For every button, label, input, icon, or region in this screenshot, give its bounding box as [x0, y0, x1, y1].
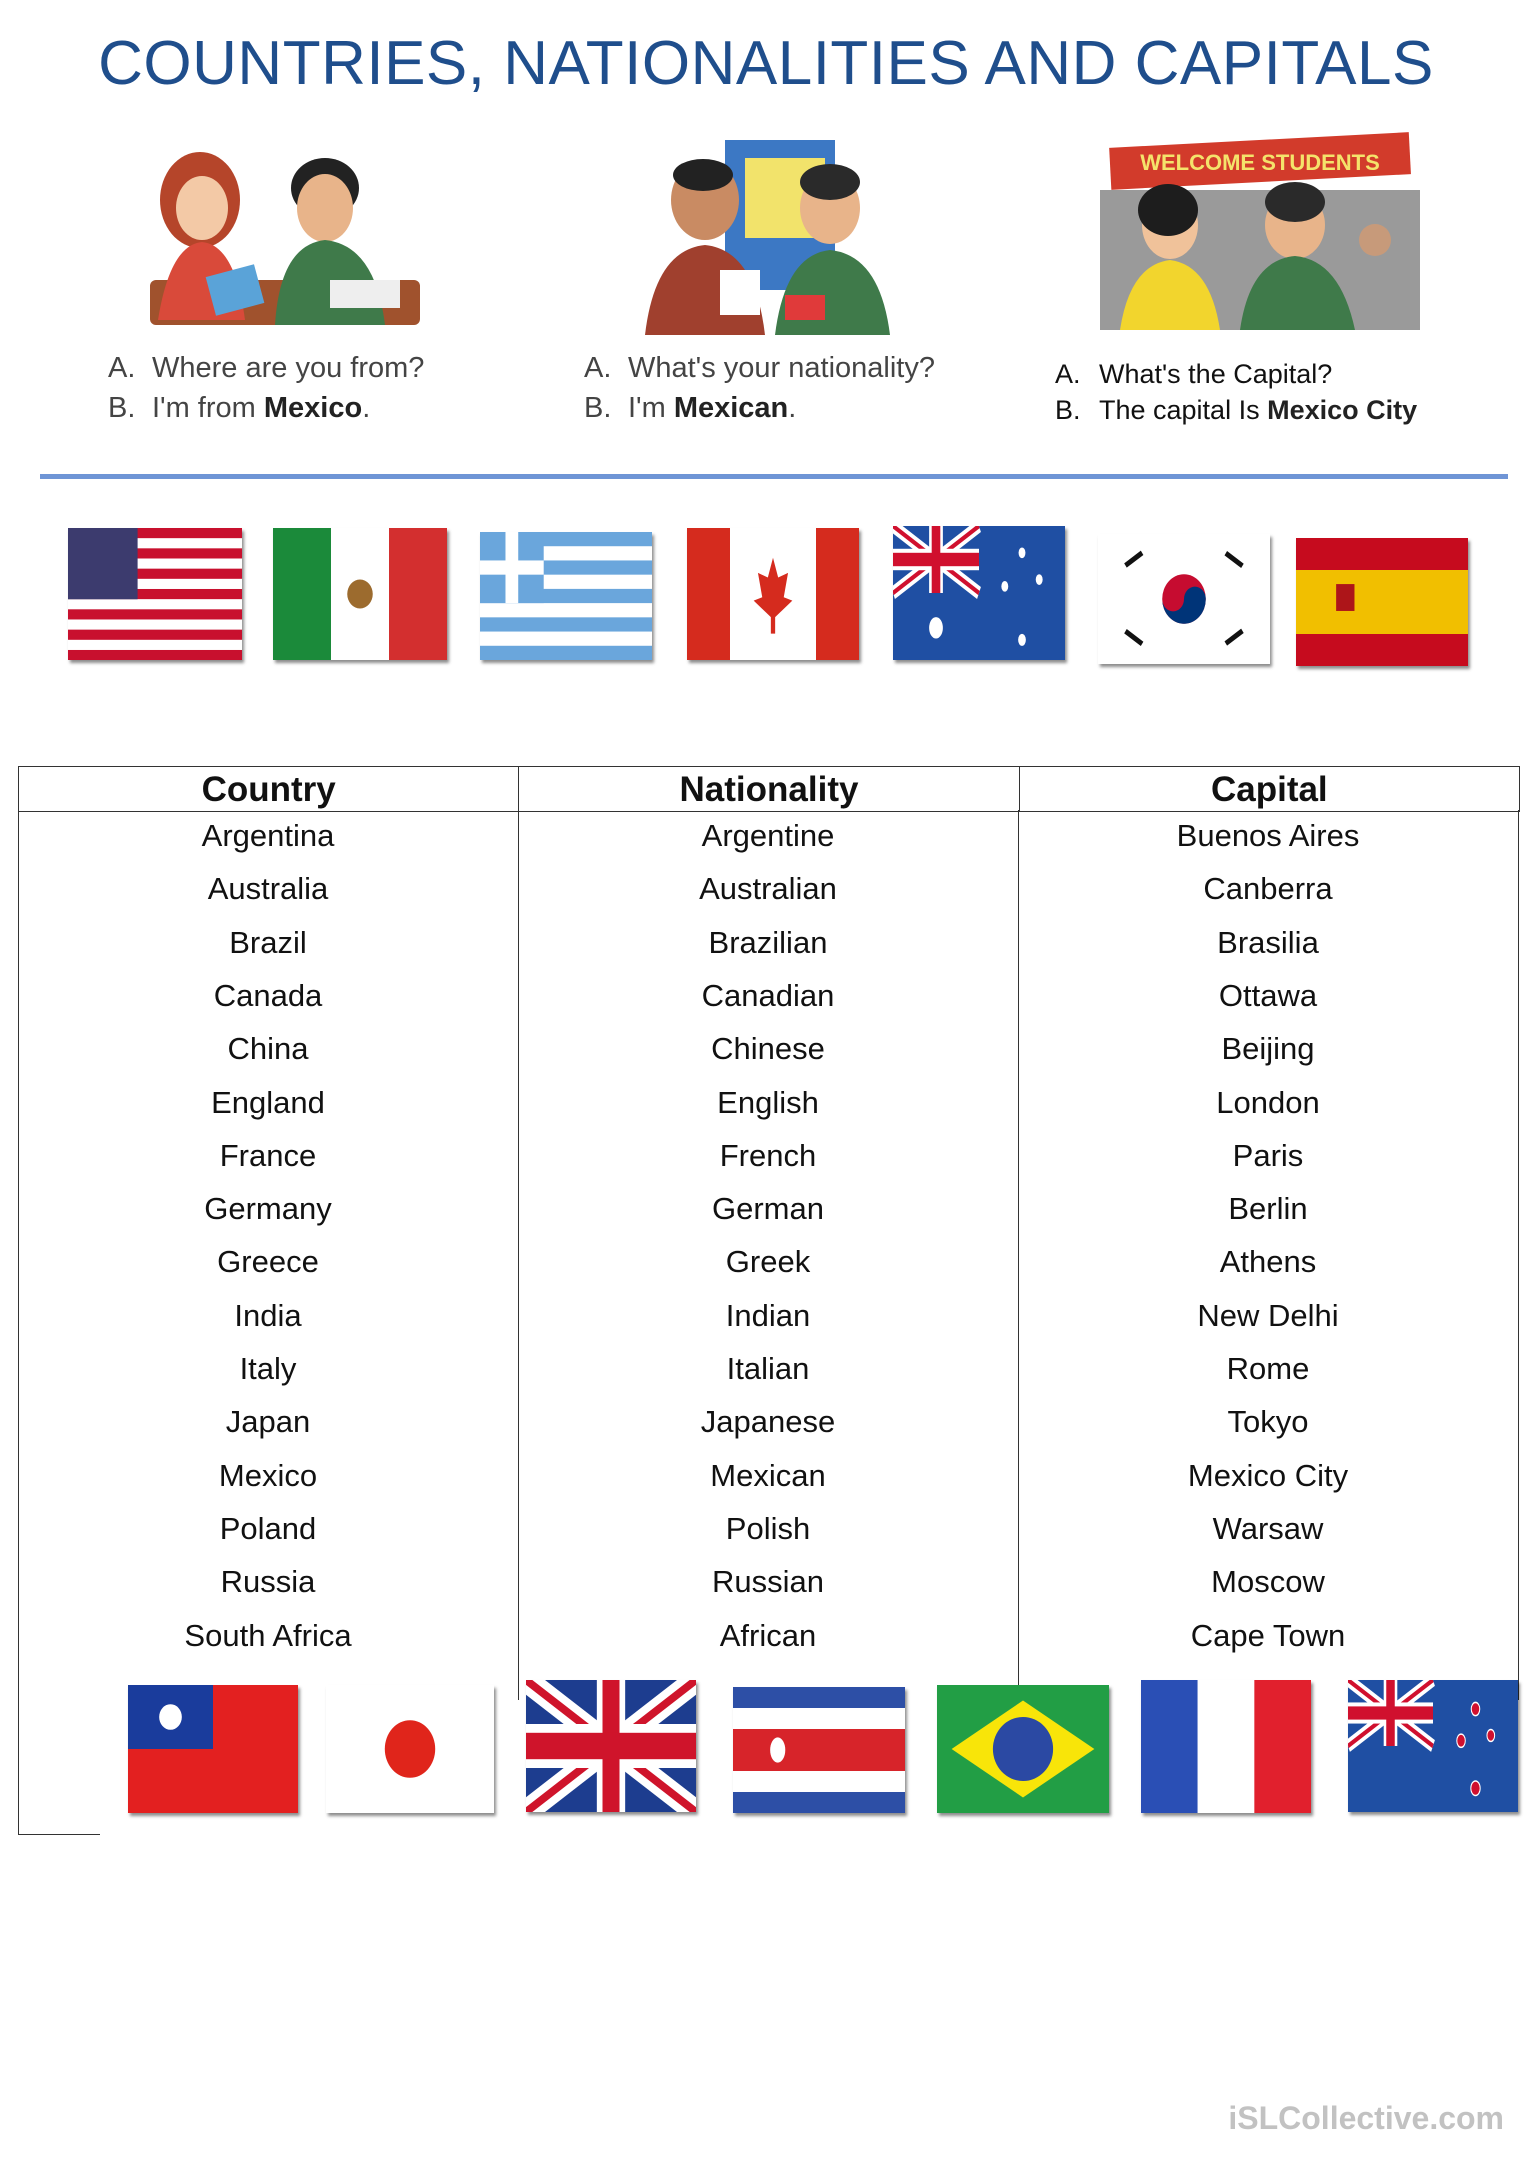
flag-south-korea-icon	[1098, 534, 1270, 664]
table-bottom-stub	[18, 1834, 100, 1835]
cell-country: South Africa	[184, 1618, 352, 1653]
cell-country: France	[219, 1138, 317, 1173]
cell-country: Greece	[217, 1244, 319, 1279]
cell-capital: Warsaw	[1212, 1511, 1324, 1546]
cell-capital: Buenos Aires	[1176, 818, 1360, 853]
cell-capital: Mexico City	[1187, 1458, 1349, 1493]
flag-new-zealand-icon	[1348, 1680, 1518, 1812]
cell-capital: Tokyo	[1227, 1404, 1309, 1439]
flag-usa-icon	[68, 528, 242, 660]
cell-nationality: Mexican	[710, 1458, 826, 1493]
flag-australia-icon	[893, 526, 1065, 660]
cell-nationality: Australian	[699, 871, 837, 906]
cell-country: Brazil	[229, 925, 307, 960]
cell-nationality: Argentine	[701, 818, 835, 853]
cell-nationality: Chinese	[711, 1031, 825, 1066]
flag-japan-icon	[326, 1685, 494, 1813]
flag-greece-icon	[480, 532, 652, 660]
cell-capital: Beijing	[1221, 1031, 1315, 1066]
cell-country: Mexico	[218, 1458, 318, 1493]
cell-country: Argentina	[201, 818, 335, 853]
cell-nationality: Brazilian	[708, 925, 828, 960]
table-header	[18, 766, 1520, 812]
illustration-nationality	[625, 130, 905, 335]
flag-france-icon	[1141, 1680, 1311, 1813]
cell-capital: Rome	[1226, 1351, 1310, 1386]
cell-capital: Cape Town	[1190, 1618, 1346, 1653]
cell-nationality: Polish	[725, 1511, 811, 1546]
banner-welcome-text: WELCOME STUDENTS	[1140, 150, 1380, 175]
cell-nationality: Greek	[725, 1244, 811, 1279]
cell-country: Canada	[213, 978, 323, 1013]
dialog-where-from: A. Where are you from? B. I'm from Mexico.	[108, 352, 425, 424]
cell-nationality: French	[719, 1138, 817, 1173]
cell-nationality: Japanese	[700, 1404, 836, 1439]
cell-capital: Ottawa	[1218, 978, 1318, 1013]
cell-capital: Brasilia	[1217, 925, 1319, 960]
cell-nationality: African	[719, 1618, 817, 1653]
flag-canada-icon	[687, 528, 859, 660]
section-divider	[40, 474, 1508, 479]
dialog-nationality: A. What's your nationality? B. I'm Mexican.	[584, 352, 935, 424]
cell-nationality: Italian	[726, 1351, 810, 1386]
cell-country: Germany	[204, 1191, 332, 1226]
flag-taiwan-icon	[128, 1685, 298, 1813]
flag-mexico-icon	[273, 528, 447, 660]
cell-capital: Canberra	[1203, 871, 1333, 906]
flag-spain-icon	[1296, 538, 1468, 666]
cell-country: Italy	[239, 1351, 297, 1386]
flag-united-kingdom-icon	[526, 1680, 696, 1812]
cell-country: China	[227, 1031, 309, 1066]
illustration-capital	[1100, 130, 1420, 330]
dialog-capital: A. What's the Capital? B. The capital Is Mexico City	[1055, 359, 1418, 425]
cell-capital: Athens	[1219, 1244, 1317, 1279]
table-right-border	[1518, 810, 1519, 1700]
cell-country: England	[211, 1085, 325, 1120]
page-title: COUNTRIES, NATIONALITIES AND CAPITALS	[98, 29, 1434, 98]
cell-country: Russia	[220, 1564, 316, 1599]
cell-capital: London	[1216, 1085, 1320, 1120]
header-capital: Capital	[1210, 770, 1328, 809]
cell-nationality: English	[717, 1085, 819, 1120]
illustration-where-from	[140, 130, 430, 330]
footer-watermark: iSLCollective.com	[1228, 2100, 1504, 2136]
cell-country: Poland	[219, 1511, 317, 1546]
cell-country: Japan	[225, 1404, 311, 1439]
cell-capital: Paris	[1232, 1138, 1304, 1173]
cell-capital: New Delhi	[1197, 1298, 1339, 1333]
cell-capital: Berlin	[1228, 1191, 1308, 1226]
cell-nationality: Indian	[725, 1298, 811, 1333]
header-country: Country	[19, 767, 519, 811]
cell-nationality: German	[712, 1191, 824, 1226]
cell-nationality: Russian	[712, 1564, 824, 1599]
flag-costa-rica-icon	[733, 1687, 905, 1813]
flag-brazil-icon	[937, 1685, 1109, 1813]
cell-capital: Moscow	[1211, 1564, 1325, 1599]
cell-country: Australia	[207, 871, 329, 906]
cell-country: India	[234, 1298, 302, 1333]
header-nationality: Nationality	[519, 767, 1019, 811]
cell-nationality: Canadian	[701, 978, 835, 1013]
